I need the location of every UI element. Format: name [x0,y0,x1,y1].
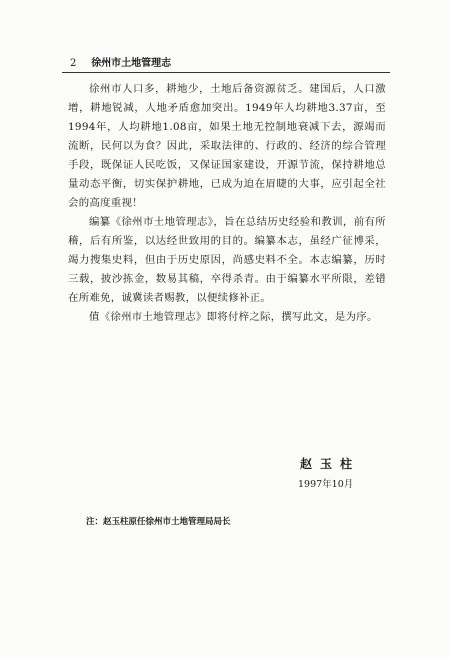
author-signature: 赵玉柱 [300,457,361,471]
header-rule [62,72,390,73]
page-number: 2 [70,58,77,69]
signature-date: 1997年10月 [298,479,354,490]
running-header [70,56,390,72]
footnote: 注：赵玉柱原任徐州市土地管理局局长 [86,517,231,527]
body-text [68,80,386,327]
paragraph: 编纂《徐州市土地管理志》，旨在总结历史经验和教训，前有所稽，后有所鉴，以达经世致用的目的。编纂本志，虽经广征博采，竭力搜集史料，但由于历史原因，尚感史料不全。本志编纂，历时三载，披沙拣金，数易其稿，卒得杀青。由于编纂水平所限，差错在所难免，诚冀读者赐教，以便续修补正。 [68,216,386,304]
book-title: 徐州市土地管理志 [91,58,172,69]
paragraph: 徐州市人口多，耕地少，土地后备资源贫乏。建国后，人口激增，耕地锐减，人地矛盾愈加突出。1949年人均耕地3.37亩，至1994年，人均耕地1.08亩，如果土地无控制地衰减下去，源竭而流断，民何以为食？因此，采取法律的、行政的、经济的综合管理手段，既保证人民吃饭，又保证国家建设，开源节流，保持耕地总量动态平衡，切实保护耕地，已成为迫在眉睫的大事，应引起全社会的高度重视！ [68,83,386,209]
paragraph: 值《徐州市土地管理志》即将付梓之际，撰写此文，是为序。 [89,311,378,323]
